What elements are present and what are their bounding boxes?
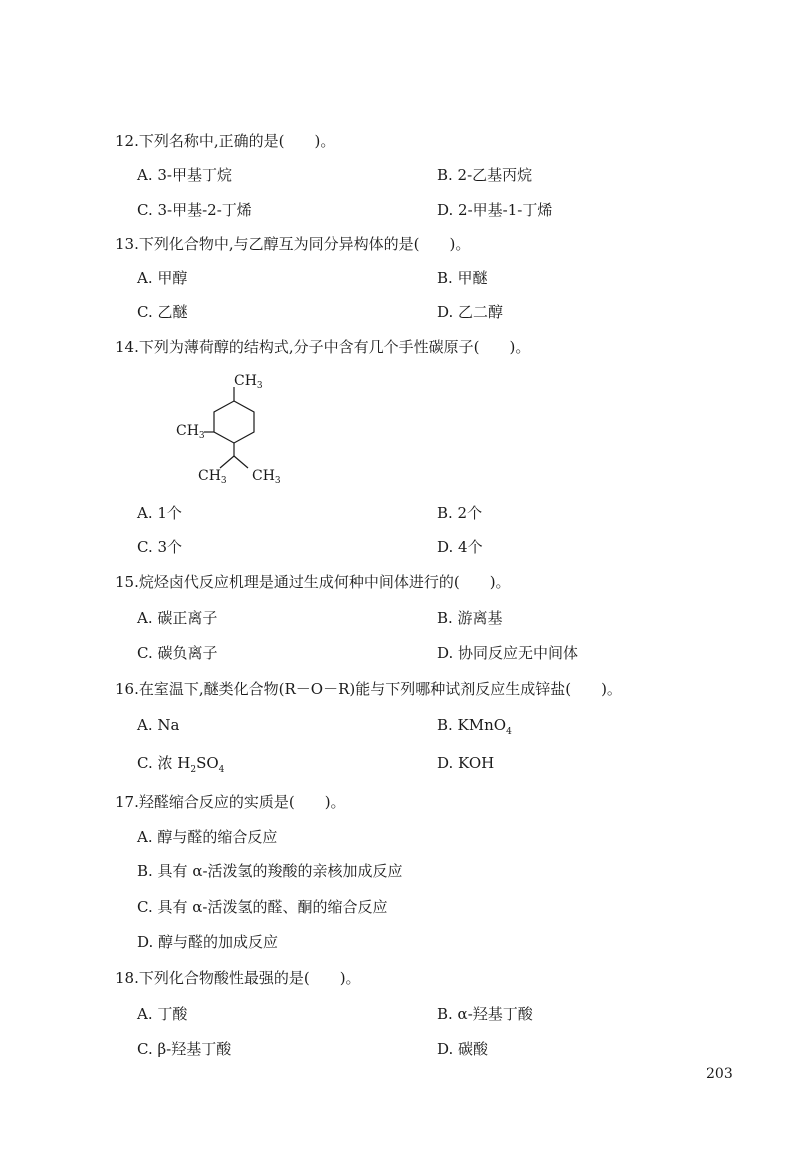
question-16-option-c: C. 浓 $H_2SO_4$ <box>137 754 225 775</box>
question-15-option-d: D. 协同反应无中间体 <box>437 644 579 662</box>
question-12-stem: 12.下列名称中,正确的是( )。 <box>115 132 336 150</box>
question-15-option-a: A. 碳正离子 <box>137 609 218 627</box>
question-13-stem: 13.下列化合物中,与乙醇互为同分异构体的是( )。 <box>115 235 471 253</box>
question-17-option-a: A. 醇与醛的缩合反应 <box>137 828 278 846</box>
question-14-option-c: C. 3个 <box>137 538 183 556</box>
menthol-structure-diagram <box>170 368 310 488</box>
question-13-option-c: C. 乙醚 <box>137 303 188 321</box>
question-16-option-a: A. Na <box>137 716 180 734</box>
question-13-option-d: D. 乙二醇 <box>437 303 504 321</box>
question-14-option-d: D. 4个 <box>437 538 483 556</box>
question-15-option-c: C. 碳负离子 <box>137 644 218 662</box>
question-14-option-b: B. 2个 <box>437 504 483 522</box>
question-13-option-a: A. 甲醇 <box>137 269 188 287</box>
page-number: 203 <box>706 1066 733 1082</box>
question-15-stem: 15.烷烃卤代反应机理是通过生成何种中间体进行的( )。 <box>115 573 511 591</box>
question-13-option-b: B. 甲醚 <box>437 269 488 287</box>
question-17-option-b: B. 具有 α-活泼氢的羧酸的亲核加成反应 <box>137 862 403 880</box>
question-16-option-d: D. KOH <box>437 754 495 772</box>
question-18-option-c: C. β-羟基丁酸 <box>137 1040 232 1058</box>
question-17-option-d: D. 醇与醛的加成反应 <box>137 933 279 951</box>
question-16-option-b: B. KMnO$_4$ <box>437 716 512 737</box>
ch3-top-label: $CH_3$ <box>234 373 263 391</box>
ch3-bottom-right-label: $CH_3$ <box>252 468 281 486</box>
question-18-stem: 18.下列化合物酸性最强的是( )。 <box>115 969 361 987</box>
question-14-stem: 14.下列为薄荷醇的结构式,分子中含有几个手性碳原子( )。 <box>115 338 531 356</box>
question-18-option-b: B. α-羟基丁酸 <box>437 1005 533 1023</box>
ch3-left-label: $CH_3$ <box>176 423 205 441</box>
question-12-option-a: A. 3-甲基丁烷 <box>137 166 232 184</box>
question-17-option-c: C. 具有 α-活泼氢的醛、酮的缩合反应 <box>137 898 388 916</box>
question-18-option-d: D. 碳酸 <box>437 1040 489 1058</box>
question-15-option-b: B. 游离基 <box>437 609 503 627</box>
question-16-stem: 16.在室温下,醚类化合物(R－O－R)能与下列哪种试剂反应生成锌盐( )。 <box>115 680 622 698</box>
question-12-option-d: D. 2-甲基-1-丁烯 <box>437 201 553 219</box>
question-17-stem: 17.羟醛缩合反应的实质是( )。 <box>115 793 346 811</box>
ch3-bottom-left-label: $CH_3$ <box>198 468 227 486</box>
question-14-option-a: A. 1个 <box>137 504 182 522</box>
question-18-option-a: A. 丁酸 <box>137 1005 188 1023</box>
question-12-option-c: C. 3-甲基-2-丁烯 <box>137 201 252 219</box>
question-12-option-b: B. 2-乙基丙烷 <box>437 166 533 184</box>
